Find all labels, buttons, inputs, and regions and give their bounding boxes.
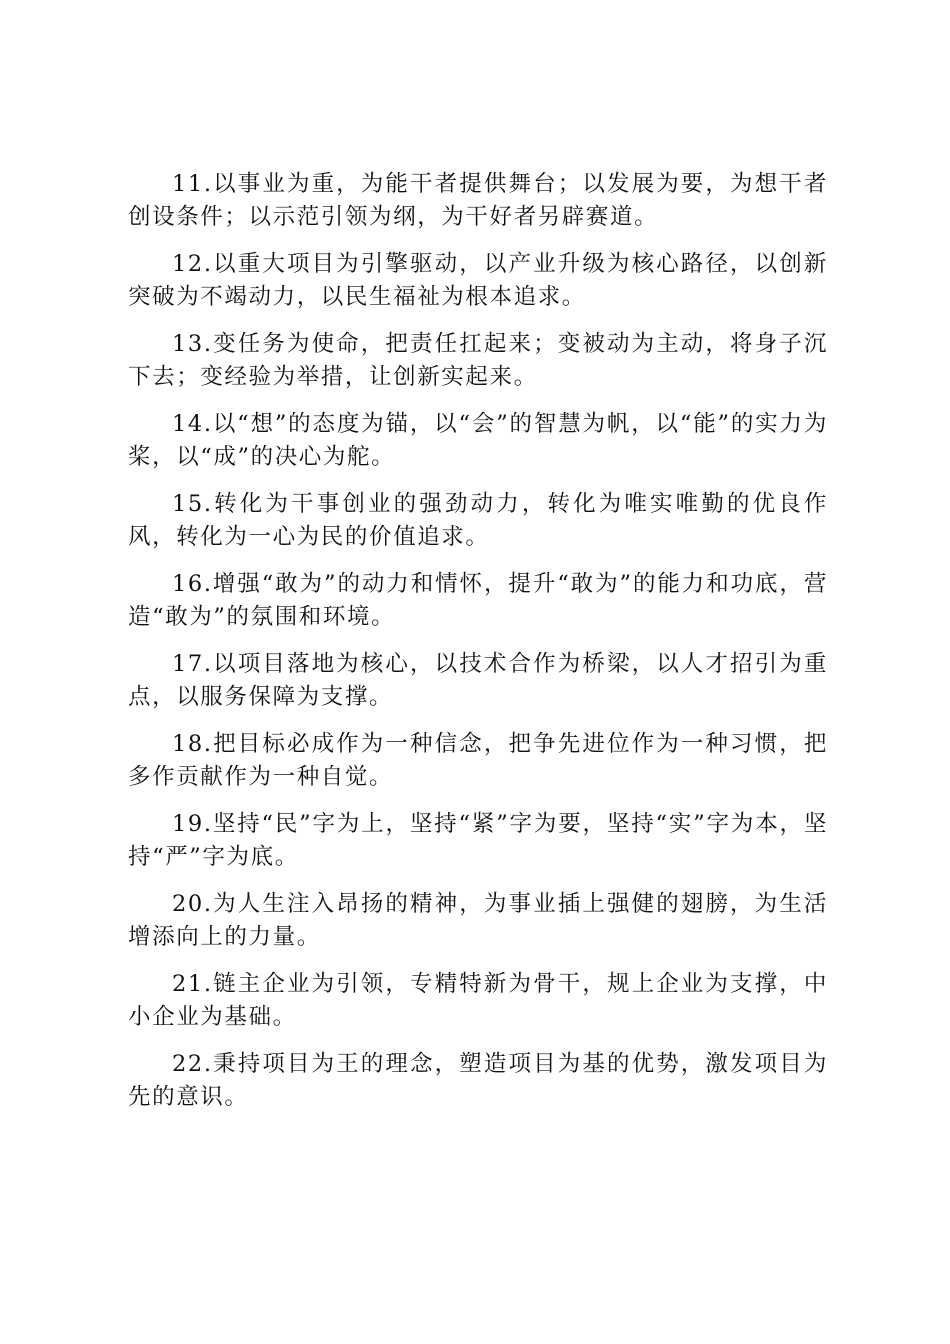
paragraph-11: 11.以事业为重，为能干者提供舞台；以发展为要，为想干者创设条件；以示范引领为纲，为干好者另辟赛道。: [128, 171, 828, 230]
paragraph-20: 20.为人生注入昂扬的精神，为事业插上强健的翅膀，为生活增添向上的力量。: [128, 891, 828, 950]
paragraph-19: 19.坚持“民”字为上，坚持“紧”字为要，坚持“实”字为本，坚持“严”字为底。: [128, 811, 828, 870]
document-body: [128, 168, 828, 1128]
paragraph-13: 13.变任务为使命，把责任扛起来；变被动为主动，将身子沉下去；变经验为举措，让创新实起来。: [128, 331, 828, 390]
paragraph-21: 21.链主企业为引领，专精特新为骨干，规上企业为支撑，中小企业为基础。: [128, 971, 828, 1030]
paragraph-18: 18.把目标必成作为一种信念，把争先进位作为一种习惯，把多作贡献作为一种自觉。: [128, 731, 828, 790]
paragraph-17: 17.以项目落地为核心，以技术合作为桥梁，以人才招引为重点，以服务保障为支撑。: [128, 651, 828, 710]
paragraph-22: 22.秉持项目为王的理念，塑造项目为基的优势，激发项目为先的意识。: [128, 1051, 828, 1110]
paragraph-15: 15.转化为干事创业的强劲动力，转化为唯实唯勤的优良作风，转化为一心为民的价值追求。: [128, 491, 828, 550]
paragraph-12: 12.以重大项目为引擎驱动，以产业升级为核心路径，以创新突破为不竭动力，以民生福祉为根本追求。: [128, 251, 828, 310]
paragraph-14: 14.以“想”的态度为锚，以“会”的智慧为帆，以“能”的实力为桨，以“成”的决心为舵。: [128, 411, 828, 470]
paragraph-16: 16.增强“敢为”的动力和情怀，提升“敢为”的能力和功底，营造“敢为”的氛围和环境。: [128, 571, 828, 630]
